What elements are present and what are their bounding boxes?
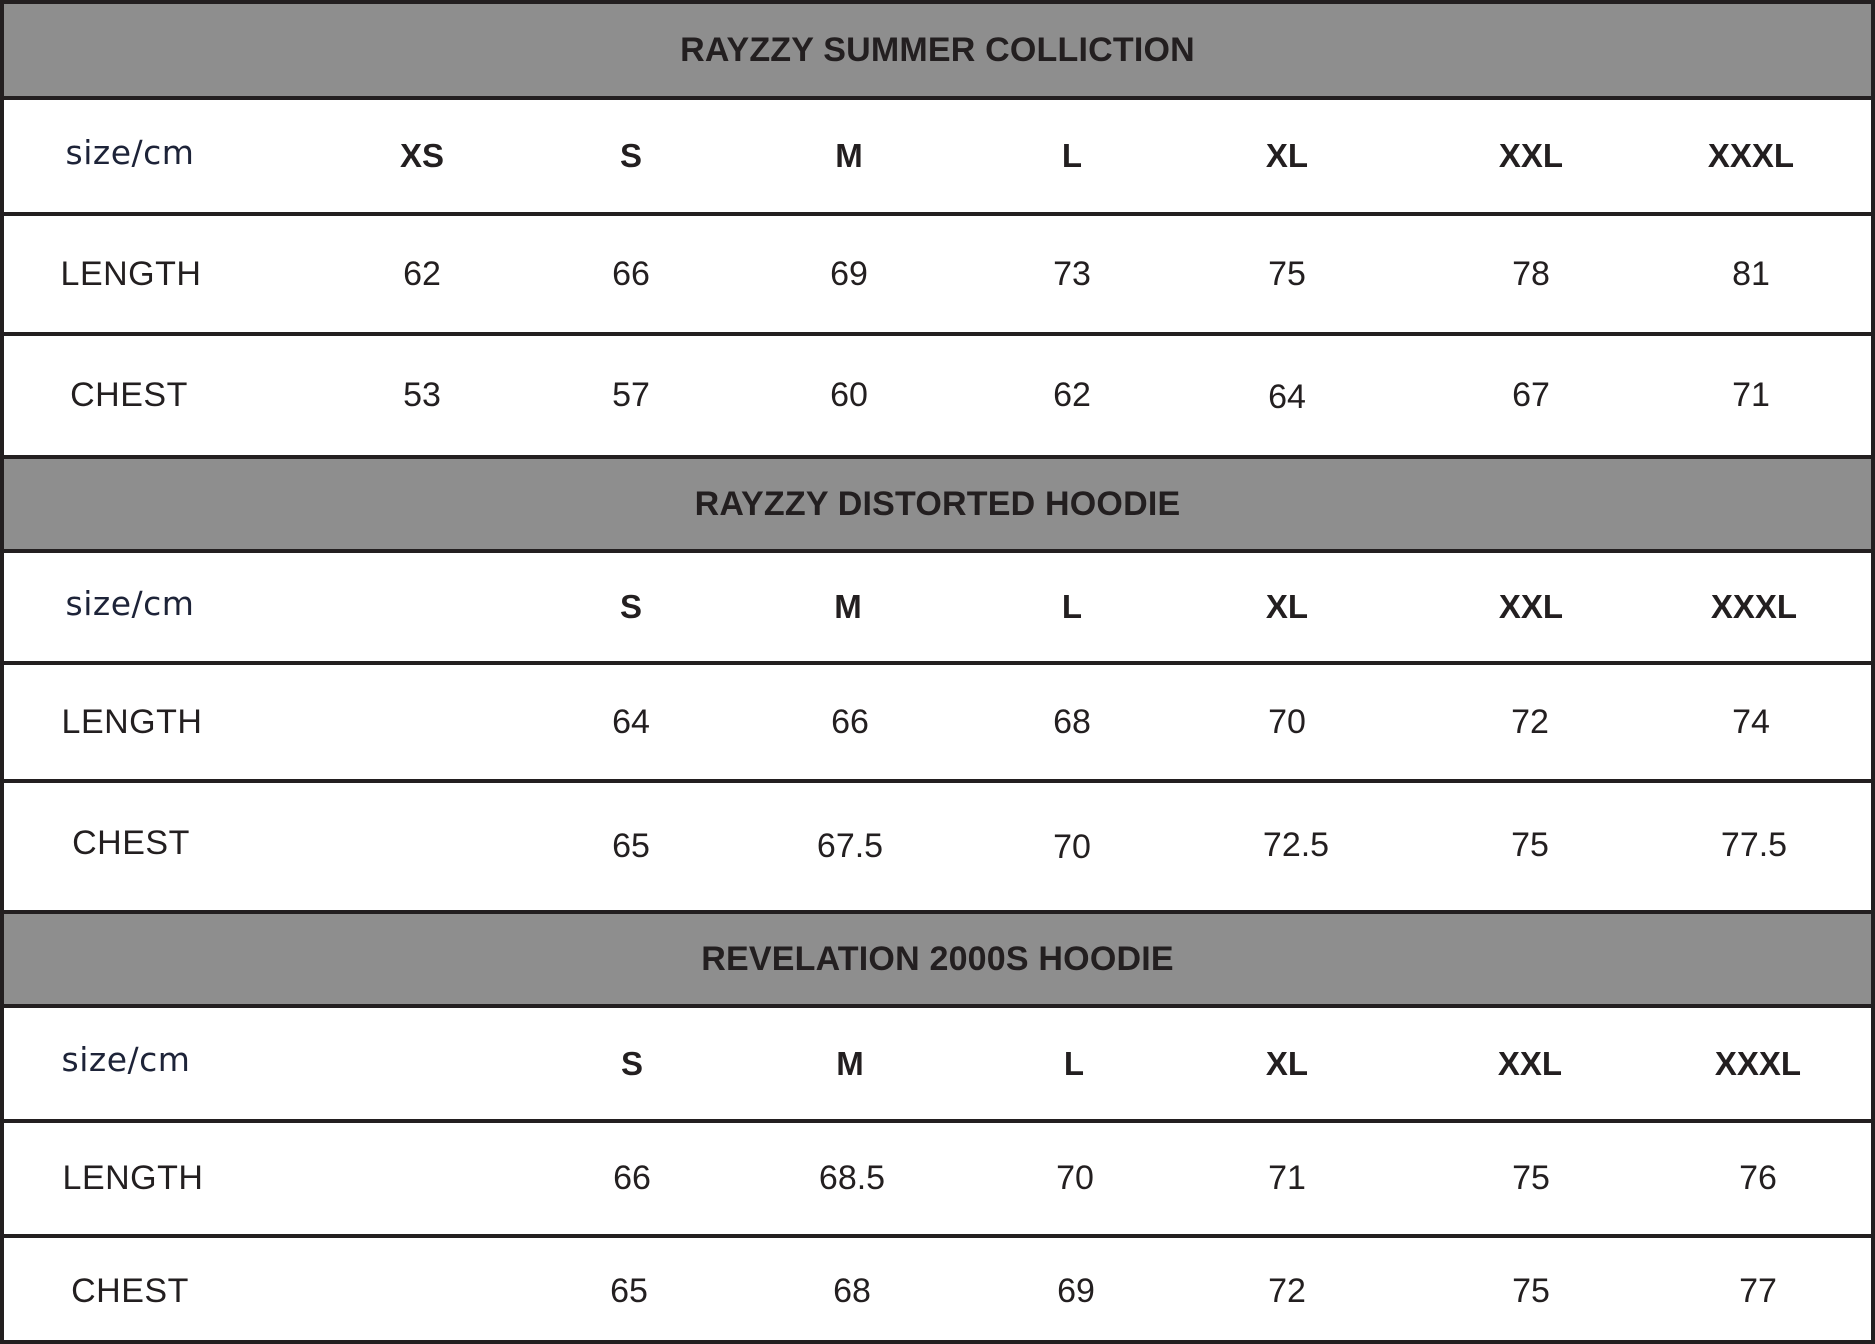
size-header: XL [1265,137,1309,174]
value-cell: 71 [1268,1159,1306,1197]
value-cell: 77.5 [1720,826,1788,864]
table-title: RAYZZY SUMMER COLLICTION [680,30,1195,69]
size-header: XXXL [1714,1044,1802,1082]
size-header: S [619,137,642,174]
size-header: S [619,588,642,625]
size-header: M [835,137,863,174]
value-cell: 68 [1053,702,1091,741]
size-header: L [1061,137,1083,174]
value-cell: 68 [833,1271,871,1310]
value-cell: 53 [403,376,441,414]
size-header: L [1061,588,1083,625]
value-cell: 57 [612,376,650,414]
value-cell: 62 [403,254,441,293]
value-cell: 69 [1057,1271,1095,1310]
size-header: XXL [1498,137,1564,174]
size-header: M [836,1044,864,1082]
measurement-row [4,1238,1871,1344]
unit-label: size/cm [65,583,195,623]
value-cell: 67 [1512,376,1550,414]
value-cell: 70 [1268,702,1306,741]
row-label: CHEST [72,824,190,862]
size-header: XXL [1498,588,1564,625]
size-header: M [834,588,862,625]
value-cell: 72.5 [1262,826,1330,864]
value-cell: 65 [612,827,650,865]
value-cell: 67.5 [816,827,884,865]
row-label: LENGTH [62,1159,204,1197]
value-cell: 77 [1739,1271,1777,1310]
size-header-row [4,100,1871,212]
row-label: LENGTH [60,254,202,293]
size-header: XXXL [1710,588,1798,625]
value-cell: 75 [1512,1271,1550,1310]
size-header: XL [1265,1044,1309,1082]
row-label: CHEST [70,376,188,414]
value-cell: 64 [1268,378,1306,416]
measurement-row [4,783,1871,910]
value-cell: 64 [612,702,650,741]
value-cell: 62 [1053,376,1091,414]
value-cell: 73 [1053,254,1091,293]
value-cell: 74 [1732,702,1770,741]
size-header: S [620,1044,643,1082]
row-label: CHEST [71,1271,189,1310]
size-header-row [4,1008,1871,1119]
value-cell: 72 [1511,702,1549,741]
size-header: XL [1265,588,1309,625]
measurement-row [4,216,1871,332]
value-cell: 75 [1511,826,1549,864]
row-label: LENGTH [61,702,203,741]
table-title-band [4,914,1871,1004]
value-cell: 78 [1512,254,1550,293]
measurement-row [4,1123,1871,1234]
value-cell: 70 [1053,828,1091,866]
unit-label: size/cm [61,1040,191,1079]
value-cell: 72 [1268,1271,1306,1310]
measurement-row [4,665,1871,779]
value-cell: 75 [1268,254,1306,293]
size-header: XS [399,137,445,174]
value-cell: 76 [1739,1159,1777,1197]
size-header-row [4,553,1871,661]
value-cell: 70 [1056,1159,1094,1197]
size-header: XXXL [1707,137,1795,174]
table-title: RAYZZY DISTORTED HOODIE [694,484,1181,523]
table-title: REVELATION 2000S HOODIE [701,939,1174,978]
measurement-row [4,336,1871,455]
table-title-band [4,4,1871,96]
table-title-band [4,459,1871,549]
value-cell: 65 [610,1271,648,1310]
value-cell: 69 [830,254,868,293]
size-header: L [1063,1044,1085,1082]
value-cell: 66 [612,254,650,293]
value-cell: 75 [1512,1159,1550,1197]
value-cell: 81 [1732,254,1770,293]
value-cell: 66 [831,702,869,741]
size-header: XXL [1497,1044,1563,1082]
value-cell: 68.5 [818,1159,886,1197]
value-cell: 60 [830,376,868,414]
value-cell: 71 [1732,376,1770,414]
value-cell: 66 [613,1159,651,1197]
unit-label: size/cm [65,132,195,172]
